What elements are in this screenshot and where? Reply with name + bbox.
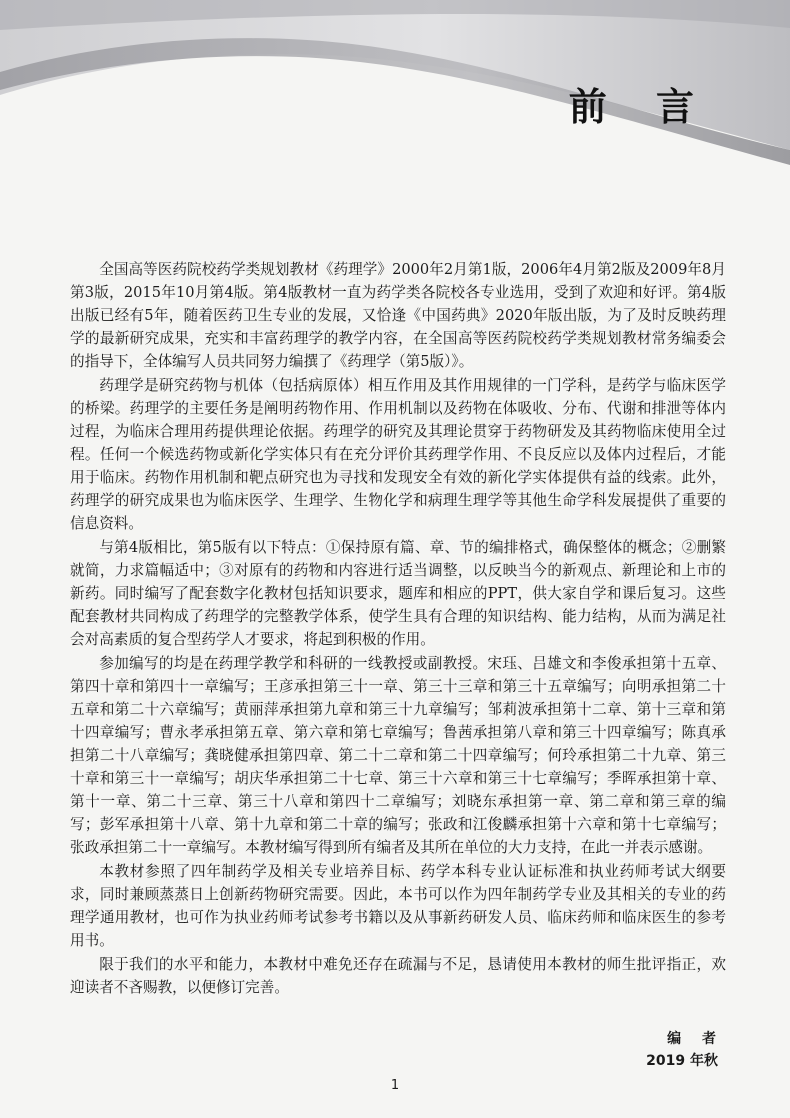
signature-block [646, 1028, 724, 1072]
paragraph: 参加编写的均是在药理学教学和科研的一线教授或副教授。宋珏、吕雄文和李俊承担第十五章、第四十章和第四十一章编写；王彦承担第三十一章、第三十三章和第三十五章编写；向明承担第二十五章和第二十六章编写；黄丽萍承担第九章和第三十九章编写；邹莉波承担第十二章、第十三章和第十四章编写；曹永孝承担第五章、第六章和第七章编写；鲁茜承担第八章和第三十四章编写；陈真承担第二十八章编写；龚晓健承担第四章、第二十二章和第二十四章编写；何玲承担第二十九章、第三十章和第三十一章编写；胡庆华承担第二十七章、第三十六章和第三十七章编写；季晖承担第十章、第十一章、第二十三章、第三十八章和第四十二章编写；刘晓东承担第一章、第二章和第三章的编写；彭军承担第十八章、第十九章和第二十章的编写；张政和江俊麟承担第十六章和第十七章编写；张政承担第二十一章编写。本教材编写得到所有编者及其所在单位的大力支持，在此一并表示感谢。 [70, 655, 726, 856]
page-number: 1 [390, 1078, 400, 1093]
paragraph: 药理学是研究药物与机体（包括病原体）相互作用及其作用规律的一门学科，是药学与临床医学的桥梁。药理学的主要任务是阐明药物作用、作用机制以及药物在体吸收、分布、代谢和排泄等体内过程，为临床合理用药提供理论依据。药理学的研究及其理论贯穿于药物研发及其药物临床使用全过程。任何一个候选药物或新化学实体只有在充分评价其药理学作用、不良反应以及体内过程后，才能用于临床。药物作用机制和靶点研究也为寻找和发现安全有效的新化学实体提供有益的线索。此外，药理学的研究成果也为临床医学、生理学、生物化学和病理生理学等其他生命学科发展提供了重要的信息资料。 [70, 377, 726, 532]
paragraph: 与第4版相比，第5版有以下特点：①保持原有篇、章、节的编排格式，确保整体的概念；②删繁就简，力求篇幅适中；③对原有的药物和内容进行适当调整，以反映当今的新观点、新理论和上市的新药。同时编写了配套数字化教材包括知识要求，题库和相应的PPT，供大家自学和课后复习。这些配套教材共同构成了药理学的完整教学体系，使学生具有合理的知识结构、能力结构，从而为满足社会对高素质的复合型药学人才要求，将起到积极的作用。 [70, 539, 726, 648]
editor-label: 编 者 [667, 1031, 724, 1047]
page-title: 前 言 [568, 84, 712, 129]
paragraph: 限于我们的水平和能力，本教材中难免还存在疏漏与不足，恳请使用本教材的师生批评指正，欢迎读者不吝赐教，以便修订完善。 [70, 956, 726, 996]
preface-body [70, 258, 726, 1000]
paragraph: 本教材参照了四年制药学及相关专业培养目标、药学本科专业认证标准和执业药师考试大纲要求，同时兼顾蒸蒸日上创新药物研究需要。因此，本书可以作为四年制药学专业及其相关的专业的药理学通用教材，也可作为执业药师考试参考书籍以及从事新药研发人员、临床药师和临床医生的参考用书。 [70, 863, 726, 949]
paragraph: 全国高等医药院校药学类规划教材《药理学》2000年2月第1版，2006年4月第2版及2009年8月第3版，2015年10月第4版。第4版教材一直为药学类各院校各专业选用，受到了欢迎和好评。第4版出版已经有5年，随着医药卫生专业的发展，又恰逢《中国药典》2020年版出版，为了及时反映药理学的最新研究成果，充实和丰富药理学的教学内容，在全国高等医药院校药学类规划教材常务编委会的指导下，全体编写人员共同努力编撰了《药理学（第5版）》。 [70, 261, 726, 370]
signature-date: 2019 年秋 [646, 1053, 718, 1069]
